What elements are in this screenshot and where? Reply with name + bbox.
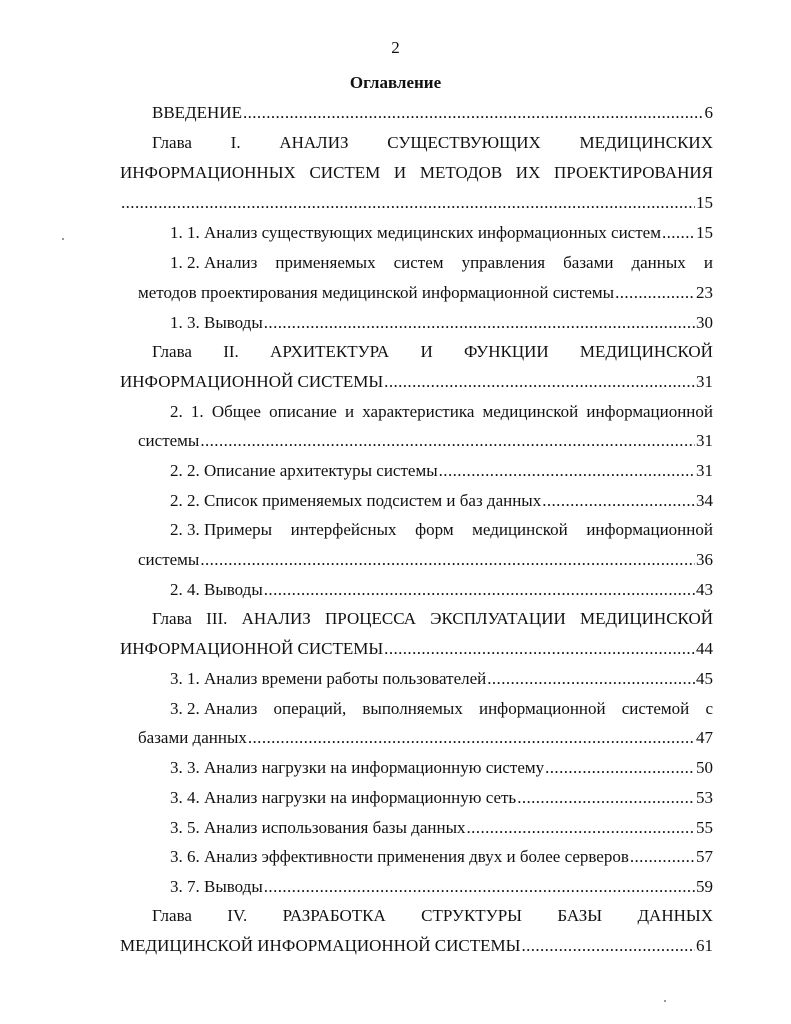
toc-entry-label: 3. 7. Выводы [170,877,263,896]
dot-leader [384,372,695,392]
toc-entry-label: 3. 1. Анализ времени работы пользователей [170,669,487,688]
toc-entry-intro[interactable] [152,103,713,123]
toc-entry-page: 44 [696,639,713,658]
word: I. [230,133,241,152]
dot-leader [615,283,695,303]
toc-chapter-3-line2[interactable] [120,639,713,659]
toc-section-2-2[interactable] [170,461,713,481]
scan-speck [664,1000,666,1002]
toc-section-2-3-line2[interactable] [138,550,713,570]
toc-entry-label: 1. 3. Выводы [170,313,263,332]
dot-leader [243,103,704,123]
word: и [703,253,713,272]
word: информационной [478,699,606,718]
toc-entry-page: 31 [696,461,713,480]
dot-leader [542,491,695,511]
word: базами [563,253,614,272]
toc-section-3-5[interactable] [170,818,713,838]
toc-entry-page: 31 [696,431,713,450]
toc-entry-page: 50 [696,758,713,777]
toc-section-3-2-line1[interactable] [170,699,713,719]
word: И [420,342,433,361]
word: СТРУКТУРЫ [421,906,522,925]
word: ДАННЫХ [637,906,713,925]
word: форм [415,520,454,539]
word: операций, [273,699,347,718]
word: АНАЛИЗ [279,133,349,152]
dot-leader [200,431,695,451]
toc-entry-label: ИНФОРМАЦИОННОЙ СИСТЕМЫ [120,639,384,658]
dot-leader [662,223,695,243]
toc-entry-page: 36 [696,550,713,569]
word: 1. 2. Анализ [170,253,258,272]
toc-chapter-4-line1[interactable] [152,906,713,926]
toc-section-3-7[interactable] [170,877,713,897]
toc-chapter-4-line2[interactable] [120,936,713,956]
word: управления [461,253,546,272]
toc-entry-page: 31 [696,372,713,391]
toc-section-2-4[interactable] [170,580,713,600]
word: РАЗРАБОТКА [282,906,386,925]
word: применяемых [275,253,376,272]
toc-entry-label: 1. 1. Анализ существующих медицинских информационных систем [170,223,661,242]
toc-chapter-1-page-line[interactable] [120,193,713,213]
toc-entry-label: базами данных [138,728,247,747]
word: системой [621,699,690,718]
toc-entry-page: 15 [696,223,713,242]
word: 2. 3. Примеры [170,520,273,539]
scan-speck [62,238,64,240]
word: Глава [152,133,192,152]
word: Глава [152,342,192,361]
dot-leader [517,788,695,808]
word: БАЗЫ [557,906,603,925]
dot-leader [439,461,695,481]
toc-entry-page: 57 [696,847,713,866]
toc-section-1-1[interactable] [170,223,713,243]
toc-entry-page: 59 [696,877,713,896]
toc-entry-page: 34 [696,491,713,510]
toc-entry-label: ИНФОРМАЦИОННОЙ СИСТЕМЫ [120,372,384,391]
toc-entry-label: 3. 6. Анализ эффективности применения двух и более серверов [170,847,629,866]
toc-entry-label: 2. 2. Описание архитектуры системы [170,461,438,480]
word: с [705,699,713,718]
toc-entry-page: 47 [696,728,713,747]
toc-entry-label: 2. 2. Список применяемых подсистем и баз данных [170,491,542,510]
toc-section-3-1[interactable] [170,669,713,689]
dot-leader [384,639,695,659]
toc-section-2-3-line1[interactable] [170,520,713,540]
toc-section-1-2-line1[interactable] [170,253,713,273]
toc-section-3-3[interactable] [170,758,713,778]
toc-entry-label: системы [138,550,200,569]
toc-entry-page: 6 [704,103,713,122]
word: МЕДИЦИНСКИХ [579,133,713,152]
toc-entry-page: 23 [696,283,713,302]
toc-entry-label: 2. 4. Выводы [170,580,263,599]
dot-leader [264,877,695,897]
toc-entry-label: 3. 5. Анализ использования базы данных [170,818,466,837]
toc-title: Оглавление [349,73,442,92]
word: МЕДИЦИНСКОЙ [579,342,713,361]
toc-section-1-2-line2[interactable] [138,283,713,303]
toc-entry-page: 30 [696,313,713,332]
word: информационной [586,520,713,539]
toc-section-3-4[interactable] [170,788,713,808]
toc-entry-label: 3. 3. Анализ нагрузки на информационную систему [170,758,545,777]
dot-leader [264,313,695,333]
toc-section-2-1-line2[interactable] [138,431,713,451]
word: IV. [227,906,248,925]
word: медицинской [472,520,568,539]
toc-chapter-2-line1[interactable] [152,342,713,362]
toc-entry-label: 3. 4. Анализ нагрузки на информационную сеть [170,788,517,807]
dot-leader [248,728,695,748]
toc-section-2-1-line1[interactable]: 2. 1. Общее описание и характеристика медицинской информационной [170,402,713,421]
toc-chapter-2-line2[interactable] [120,372,713,392]
toc-entry-page: 61 [696,936,713,955]
dot-leader [467,818,696,838]
toc-section-2-2b[interactable] [170,491,713,511]
toc-entry-page: 45 [696,669,713,688]
word: ФУНКЦИИ [464,342,549,361]
word: интерфейсных [290,520,397,539]
toc-entry-page: 53 [696,788,713,807]
toc-section-3-2-line2[interactable] [138,728,713,748]
toc-entry-page: 43 [696,580,713,599]
word: АРХИТЕКТУРА [270,342,390,361]
toc-section-1-3[interactable] [170,313,713,333]
page-number: 2 [391,38,400,57]
dot-leader [545,758,695,778]
toc-chapter-1-line1[interactable] [152,133,713,153]
word: Глава [152,906,192,925]
dot-leader [200,550,695,570]
dot-leader [121,193,695,213]
word: СУЩЕСТВУЮЩИХ [387,133,541,152]
toc-entry-label: системы [138,431,200,450]
toc-chapter-3-line1[interactable]: Глава III. АНАЛИЗ ПРОЦЕССА ЭКСПЛУАТАЦИИ МЕДИЦИНСКОЙ [152,609,713,628]
word: данных [631,253,686,272]
word: систем [393,253,444,272]
dot-leader [521,936,695,956]
word: выполняемых [362,699,463,718]
toc-entry-label: ВВЕДЕНИЕ [152,103,242,122]
word: 3. 2. Анализ [170,699,258,718]
toc-entry-page: 55 [696,818,713,837]
toc-chapter-1-line2[interactable]: ИНФОРМАЦИОННЫХ СИСТЕМ И МЕТОДОВ ИХ ПРОЕКТИРОВАНИЯ [120,163,713,182]
toc-entry-label: методов проектирования медицинской информационной системы [138,283,615,302]
toc-section-3-6[interactable] [170,847,713,867]
word: II. [223,342,239,361]
dot-leader [264,580,695,600]
dot-leader [487,669,695,689]
dot-leader [630,847,695,867]
toc-entry-page: 15 [696,193,713,212]
toc-entry-label: МЕДИЦИНСКОЙ ИНФОРМАЦИОННОЙ СИСТЕМЫ [120,936,521,955]
